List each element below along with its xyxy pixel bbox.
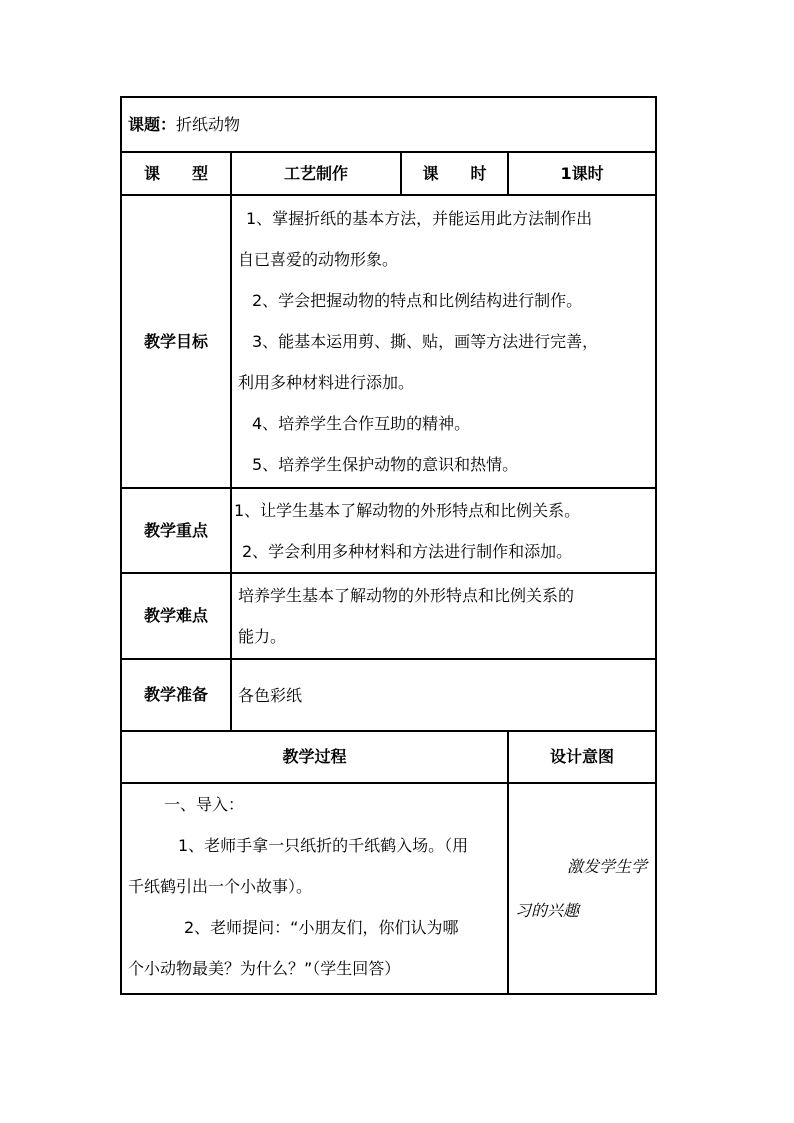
goals-row (121, 195, 656, 488)
goal-line: 自已喜爱的动物形象。 (238, 250, 399, 269)
process-line: 1、老师手拿一只纸折的千纸鹤入场。（用 (178, 836, 469, 855)
design-content (508, 783, 656, 994)
process-line: 一、导入： (164, 795, 245, 814)
goals-label: 教学目标 (121, 195, 231, 488)
process-header-row (121, 731, 656, 783)
key-points-label: 教学重点 (121, 488, 231, 573)
preparation-row (121, 659, 656, 731)
type-value: 工艺制作 (231, 152, 401, 195)
lesson-plan-table (120, 96, 657, 995)
goal-line: 2、学会把握动物的特点和比例结构进行制作。 (252, 291, 583, 310)
hours-label: 课 时 (401, 152, 508, 195)
key-point-line: 2、学会利用多种材料和方法进行制作和添加。 (242, 541, 573, 561)
type-label: 课 型 (121, 152, 231, 195)
design-line: 习的兴趣 (515, 900, 580, 920)
topic-value: 折纸动物 (176, 114, 241, 134)
topic-cell (121, 97, 656, 152)
process-body-row (121, 783, 656, 994)
process-line: 千纸鹤引出一个小故事）。 (128, 877, 313, 896)
key-points-content (231, 488, 656, 573)
preparation-label: 教学准备 (121, 659, 231, 731)
goal-line: 5、培养学生保护动物的意识和热情。 (252, 455, 519, 474)
topic-row (121, 97, 656, 152)
meta-row (121, 152, 656, 195)
design-header: 设计意图 (508, 731, 656, 783)
goal-line: 3、能基本运用剪、撕、贴，画等方法进行完善， (252, 332, 599, 351)
process-content (121, 783, 508, 994)
difficulty-row (121, 573, 656, 659)
preparation-content (231, 659, 656, 731)
goal-line: 利用多种材料进行添加。 (238, 373, 415, 392)
goal-line: 4、培养学生合作互助的精神。 (252, 414, 471, 433)
goals-content (231, 195, 656, 488)
key-points-row (121, 488, 656, 573)
process-header: 教学过程 (121, 731, 508, 783)
difficulty-content (231, 573, 656, 659)
process-line: 个小动物最美？为什么？”（学生回答） (128, 959, 401, 978)
goal-line: 1、掌握折纸的基本方法，并能运用此方法制作出 (246, 209, 593, 228)
hours-value: 1课时 (508, 152, 656, 195)
difficulty-line: 培养学生基本了解动物的外形特点和比例关系的 (238, 586, 575, 605)
difficulty-label: 教学难点 (121, 573, 231, 659)
key-point-line: 1、让学生基本了解动物的外形特点和比例关系。 (234, 500, 581, 520)
topic-label: 课题： (128, 114, 177, 134)
process-line: 2、老师提问：“小朋友们，你们认为哪 (184, 918, 459, 937)
design-line: 激发学生学 (567, 856, 648, 876)
preparation-value: 各色彩纸 (238, 685, 303, 705)
difficulty-line: 能力。 (238, 627, 287, 646)
